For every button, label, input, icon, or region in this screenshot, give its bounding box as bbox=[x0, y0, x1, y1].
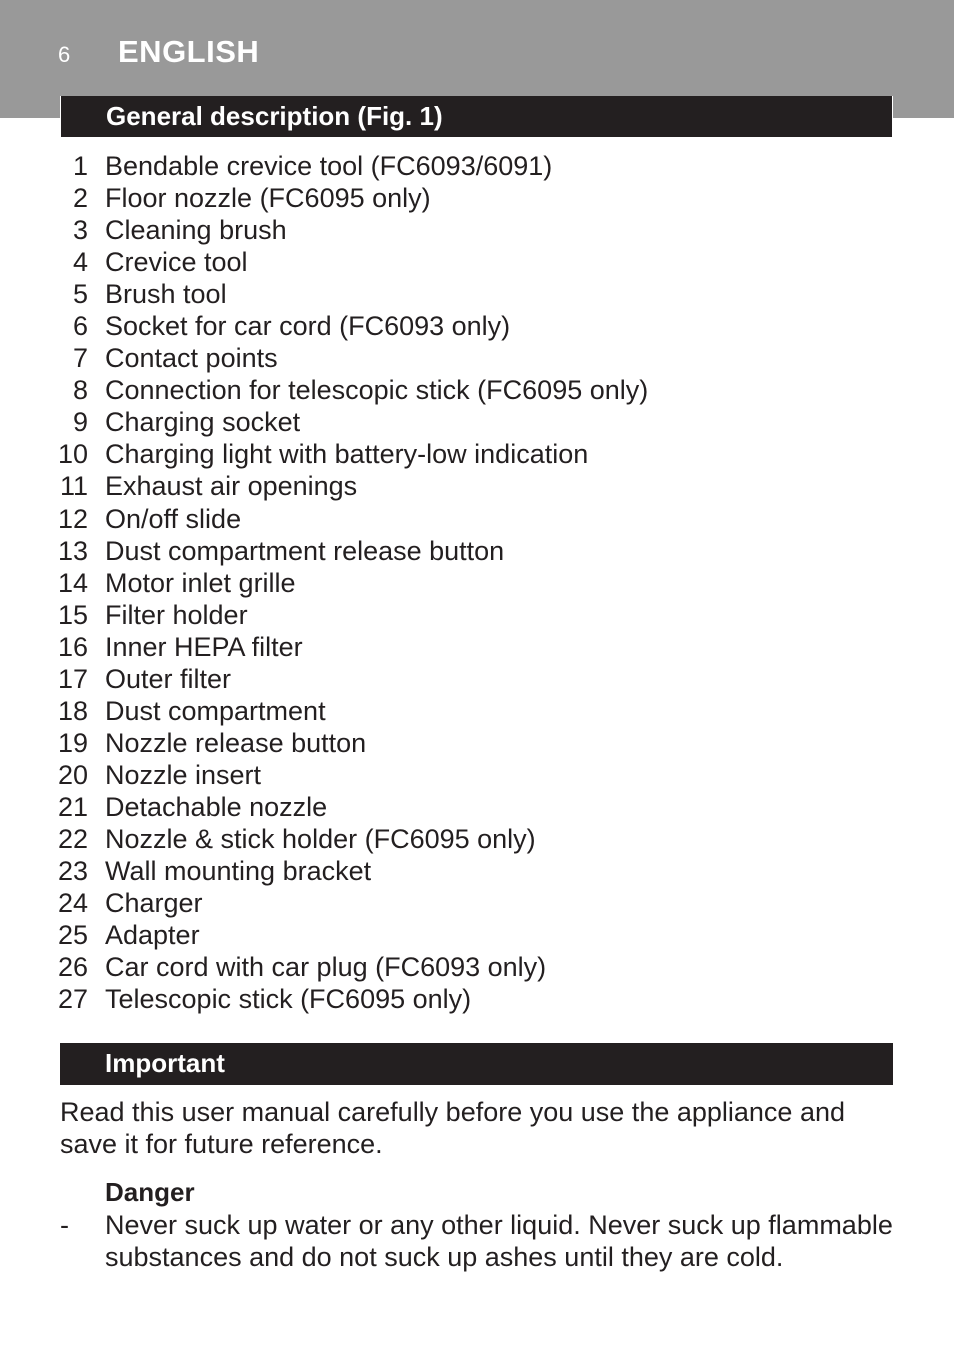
language-title: ENGLISH bbox=[118, 34, 260, 69]
item-number: 4 bbox=[72, 247, 88, 278]
item-number: 6 bbox=[72, 311, 88, 342]
item-label: Dust compartment release button bbox=[105, 535, 505, 566]
item-label: Filter holder bbox=[105, 599, 248, 630]
item-label: Car cord with car plug (FC6093 only) bbox=[105, 952, 547, 983]
item-label: Brush tool bbox=[105, 279, 227, 310]
item-number: 20 bbox=[57, 759, 88, 790]
item-number: 26 bbox=[57, 952, 88, 983]
item-label: Inner HEPA filter bbox=[105, 631, 303, 662]
item-label: Adapter bbox=[105, 920, 200, 951]
item-number: 23 bbox=[57, 856, 88, 887]
item-label: Connection for telescopic stick (FC6095 only) bbox=[105, 375, 649, 406]
item-label: Charging socket bbox=[105, 407, 301, 438]
item-label: On/off slide bbox=[105, 503, 242, 534]
section-header-general-description bbox=[60, 96, 893, 138]
item-number: 14 bbox=[57, 567, 88, 598]
item-number: 18 bbox=[57, 695, 88, 726]
item-number: 16 bbox=[57, 631, 88, 662]
item-number: 19 bbox=[57, 727, 88, 758]
item-label: Cleaning brush bbox=[105, 215, 287, 246]
item-number: 5 bbox=[72, 279, 88, 310]
item-number: 21 bbox=[57, 791, 88, 822]
item-label: Outer filter bbox=[105, 663, 232, 694]
item-number: 9 bbox=[72, 407, 88, 438]
item-number: 3 bbox=[72, 215, 88, 246]
item-label: Bendable crevice tool (FC6093/6091) bbox=[105, 151, 553, 181]
item-number: 17 bbox=[57, 663, 88, 694]
item-label: Dust compartment bbox=[105, 695, 326, 726]
section-title: Important bbox=[105, 1048, 225, 1078]
item-number: 13 bbox=[57, 535, 88, 566]
item-label: Exhaust air openings bbox=[105, 471, 358, 502]
item-label: Detachable nozzle bbox=[105, 791, 328, 822]
item-label: Contact points bbox=[105, 343, 278, 374]
item-label: Socket for car cord (FC6093 only) bbox=[105, 311, 511, 342]
item-label: Nozzle release button bbox=[105, 727, 367, 758]
item-number: 25 bbox=[57, 920, 88, 951]
item-label: Charger bbox=[105, 888, 203, 919]
bullet-marker: - bbox=[60, 1210, 69, 1240]
section-title: General description (Fig. 1) bbox=[106, 101, 443, 131]
item-number: 1 bbox=[72, 151, 88, 181]
item-number: 27 bbox=[57, 984, 88, 1015]
danger-heading: Danger bbox=[105, 1177, 195, 1207]
section-header-important bbox=[60, 1043, 893, 1085]
item-label: Motor inlet grille bbox=[105, 567, 296, 598]
intro-paragraph: Read this user manual carefully before you use the appliance and save it for future reference. bbox=[60, 1097, 845, 1159]
item-label: Nozzle & stick holder (FC6095 only) bbox=[105, 823, 536, 854]
item-number: 10 bbox=[57, 439, 88, 470]
danger-bullet-text: Never suck up water or any other liquid. Never suck up flammable substances and do not suck up ashes until they are cold. bbox=[105, 1210, 893, 1272]
item-number: 11 bbox=[59, 471, 88, 502]
item-number: 7 bbox=[72, 343, 88, 374]
item-number: 15 bbox=[57, 599, 88, 630]
item-label: Nozzle insert bbox=[105, 759, 262, 790]
item-label: Crevice tool bbox=[105, 247, 248, 278]
item-label: Wall mounting bracket bbox=[105, 856, 372, 887]
item-number: 12 bbox=[57, 503, 88, 534]
item-label: Floor nozzle (FC6095 only) bbox=[105, 183, 431, 214]
item-number: 22 bbox=[57, 823, 88, 854]
item-number: 8 bbox=[72, 375, 88, 406]
item-label: Telescopic stick (FC6095 only) bbox=[105, 984, 472, 1015]
item-number: 2 bbox=[72, 183, 88, 214]
item-number: 24 bbox=[57, 888, 88, 919]
page-number: 6 bbox=[58, 42, 71, 67]
item-label: Charging light with battery-low indication bbox=[105, 439, 589, 470]
